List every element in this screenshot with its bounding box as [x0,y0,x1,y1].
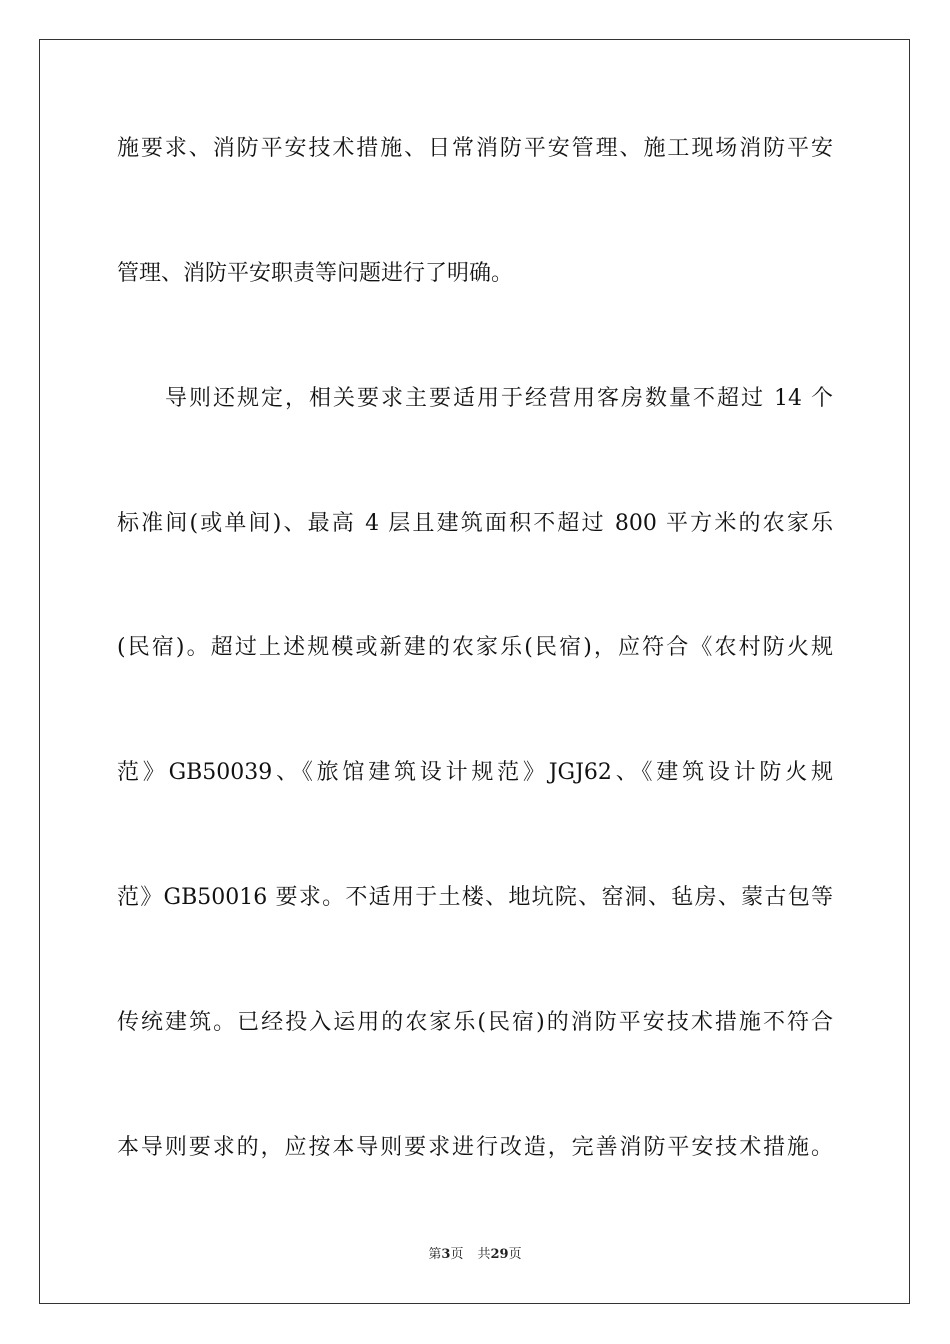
total-pages: 29 [490,1247,509,1262]
page-suffix: 页 [450,1247,464,1262]
page-number: 3 [441,1247,451,1262]
paragraph-line: 导则还规定，相关要求主要适用于经营用客房数量不超过 14 个 [165,386,833,411]
paragraph-line: 传统建筑。已经投入运用的农家乐(民宿)的消防平安技术措施不符合 [117,1010,833,1035]
total-prefix: 共 [477,1247,491,1262]
page-prefix: 第 [428,1247,442,1262]
paragraph-line: 标准间(或单间)、最高 4 层且建筑面积不超过 800 平方米的农家乐 [117,511,833,536]
paragraph-line: 范》GB50039、《旅馆建筑设计规范》JGJ62、《建筑设计防火规 [117,760,833,785]
page-footer [0,1246,950,1264]
paragraph-line: 范》GB50016 要求。不适用于土楼、地坑院、窑洞、毡房、蒙古包等 [117,885,833,910]
page-border [39,39,910,1304]
paragraph-line: 施要求、消防平安技术措施、日常消防平安管理、施工现场消防平安 [117,136,833,161]
paragraph-line: 本导则要求的，应按本导则要求进行改造，完善消防平安技术措施。 [117,1135,833,1160]
paragraph-line: (民宿)。超过上述规模或新建的农家乐(民宿)，应符合《农村防火规 [117,635,833,660]
total-suffix: 页 [508,1247,522,1262]
paragraph-line: 管理、消防平安职责等问题进行了明确。 [117,261,514,286]
